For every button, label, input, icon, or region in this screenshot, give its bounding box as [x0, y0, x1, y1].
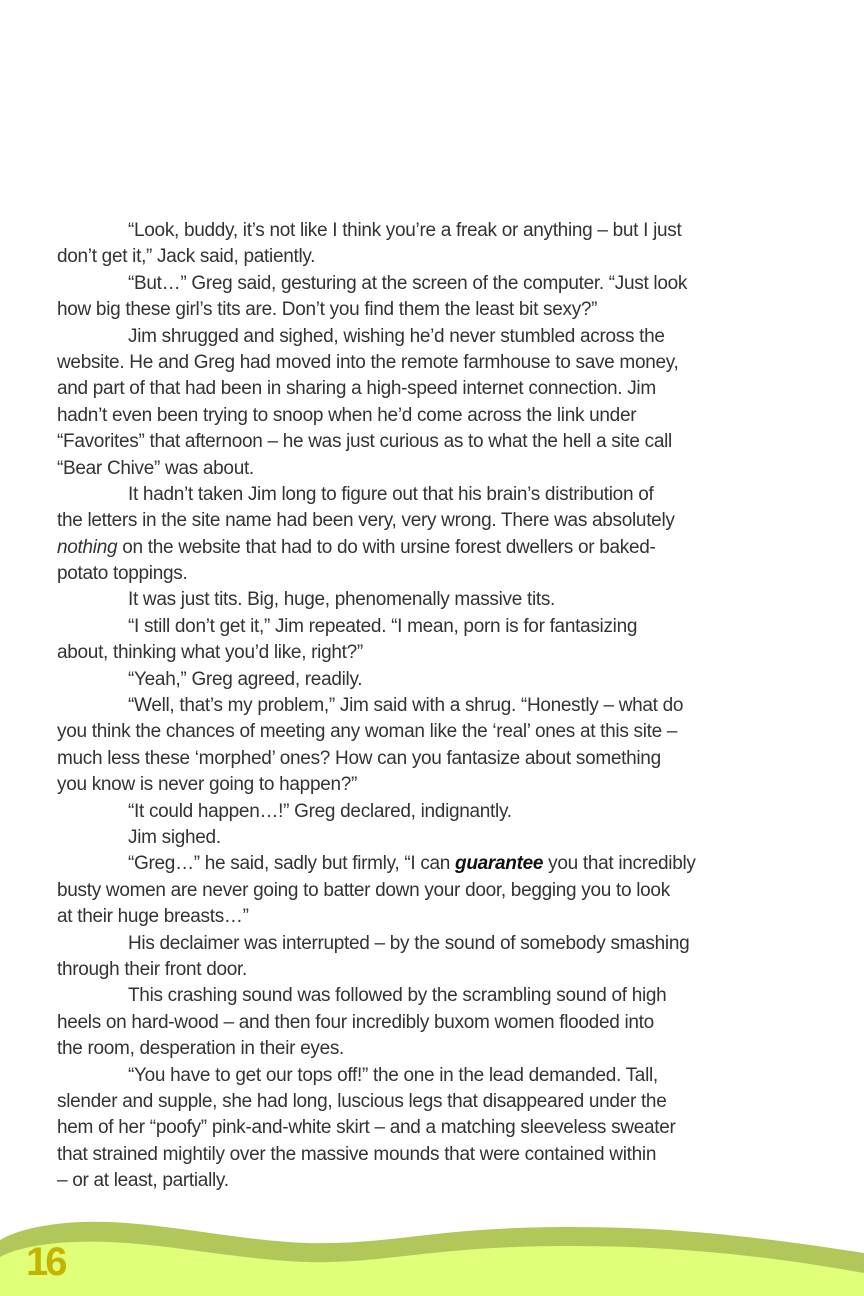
text-segment: hadn’t even been trying to snoop when he’d come across the link under	[57, 404, 637, 426]
text-line	[57, 244, 817, 270]
text-line	[57, 983, 817, 1009]
text-line	[57, 271, 817, 297]
page-number: 16	[26, 1240, 65, 1284]
text-line	[57, 508, 817, 534]
text-segment: “Well, that’s my problem,” Jim said with a shrug. “Honestly – what do	[128, 695, 684, 717]
text-line	[57, 931, 817, 957]
text-segment: you that incredibly	[543, 853, 696, 875]
text-line	[57, 851, 817, 877]
text-line	[57, 772, 817, 798]
text-segment: “Greg…” he said, sadly but firmly, “I can	[128, 853, 456, 875]
footer-wave-decoration	[0, 1200, 864, 1296]
text-line	[57, 878, 817, 904]
text-segment: “Look, buddy, it’s not like I think you’re a freak or anything – but I just	[128, 220, 682, 241]
text-line	[57, 746, 817, 772]
text-line	[57, 719, 817, 745]
text-segment: busty women are never going to batter down your door, begging you to look	[57, 879, 670, 901]
text-segment: It hadn’t taken Jim long to figure out that his brain’s distribution of	[128, 483, 654, 505]
text-line	[57, 350, 817, 376]
text-segment: the room, desperation in their eyes.	[57, 1038, 345, 1060]
text-line	[57, 1142, 817, 1168]
emphasized-text: guarantee	[455, 853, 544, 875]
text-line	[57, 482, 817, 508]
text-segment: on the website that had to do with ursine forest dwellers or baked-	[117, 536, 656, 558]
text-line	[57, 376, 817, 402]
body-text	[57, 218, 817, 1194]
text-line	[57, 957, 817, 983]
text-line	[57, 587, 817, 613]
text-segment: about, thinking what you’d like, right?”	[57, 642, 363, 664]
text-line	[57, 218, 817, 244]
text-line	[57, 561, 817, 587]
text-line	[57, 693, 817, 719]
text-segment: the letters in the site name had been very, very wrong. There was absolutely	[57, 510, 675, 532]
emphasized-text: nothing	[57, 536, 118, 558]
text-segment: This crashing sound was followed by the scrambling sound of high	[128, 985, 667, 1007]
text-line	[57, 456, 817, 482]
text-segment: and part of that had been in sharing a high-speed internet connection. Jim	[57, 378, 656, 400]
text-segment: that strained mightily over the massive mounds that were contained within	[57, 1143, 657, 1165]
text-segment: you think the chances of meeting any woman like the ‘real’ ones at this site –	[57, 721, 678, 743]
text-line	[57, 904, 817, 930]
text-segment: heels on hard-wood – and then four incredibly buxom women flooded into	[57, 1011, 654, 1033]
text-line	[57, 667, 817, 693]
text-segment: “Yeah,” Greg agreed, readily.	[128, 668, 363, 690]
text-segment: slender and supple, she had long, luscious legs that disappeared under the	[57, 1090, 667, 1112]
text-line	[57, 297, 817, 323]
text-line	[57, 799, 817, 825]
text-segment: much less these ‘morphed’ ones? How can you fantasize about something	[57, 747, 661, 769]
text-line	[57, 1168, 817, 1194]
text-line	[57, 1063, 817, 1089]
text-segment: website. He and Greg had moved into the remote farmhouse to save money,	[57, 351, 679, 373]
text-segment: you know is never going to happen?”	[57, 774, 358, 796]
text-segment: “It could happen…!” Greg declared, indignantly.	[128, 800, 512, 822]
text-line	[57, 1115, 817, 1141]
text-segment: “Bear Chive” was about.	[57, 457, 254, 479]
text-line	[57, 403, 817, 429]
text-line	[57, 614, 817, 640]
text-line	[57, 640, 817, 666]
text-line	[57, 429, 817, 455]
text-segment: Jim shrugged and sighed, wishing he’d never stumbled across the	[128, 325, 665, 347]
text-line	[57, 1010, 817, 1036]
text-segment: how big these girl’s tits are. Don’t you find them the least bit sexy?”	[57, 299, 598, 321]
text-segment: “You have to get our tops off!” the one in the lead demanded. Tall,	[128, 1064, 658, 1086]
text-line	[57, 535, 817, 561]
text-segment: “I still don’t get it,” Jim repeated. “I mean, porn is for fantasizing	[128, 615, 638, 637]
text-segment: “But…” Greg said, gesturing at the screen of the computer. “Just look	[128, 272, 688, 294]
text-segment: don’t get it,” Jack said, patiently.	[57, 246, 316, 268]
text-segment: through their front door.	[57, 958, 248, 980]
text-line	[57, 324, 817, 350]
text-line	[57, 1089, 817, 1115]
text-segment: – or at least, partially.	[57, 1170, 229, 1192]
text-segment: hem of her “poofy” pink-and-white skirt – and a matching sleeveless sweater	[57, 1117, 676, 1139]
text-line	[57, 825, 817, 851]
text-segment: His declaimer was interrupted – by the sound of somebody smashing	[128, 932, 690, 954]
text-segment: Jim sighed.	[128, 826, 221, 848]
text-segment: “Favorites” that afternoon – he was just curious as to what the hell a site call	[57, 431, 672, 453]
text-segment: at their huge breasts…”	[57, 906, 249, 928]
text-line	[57, 1036, 817, 1062]
text-segment: potato toppings.	[57, 563, 188, 585]
text-segment: It was just tits. Big, huge, phenomenally massive tits.	[128, 589, 556, 611]
